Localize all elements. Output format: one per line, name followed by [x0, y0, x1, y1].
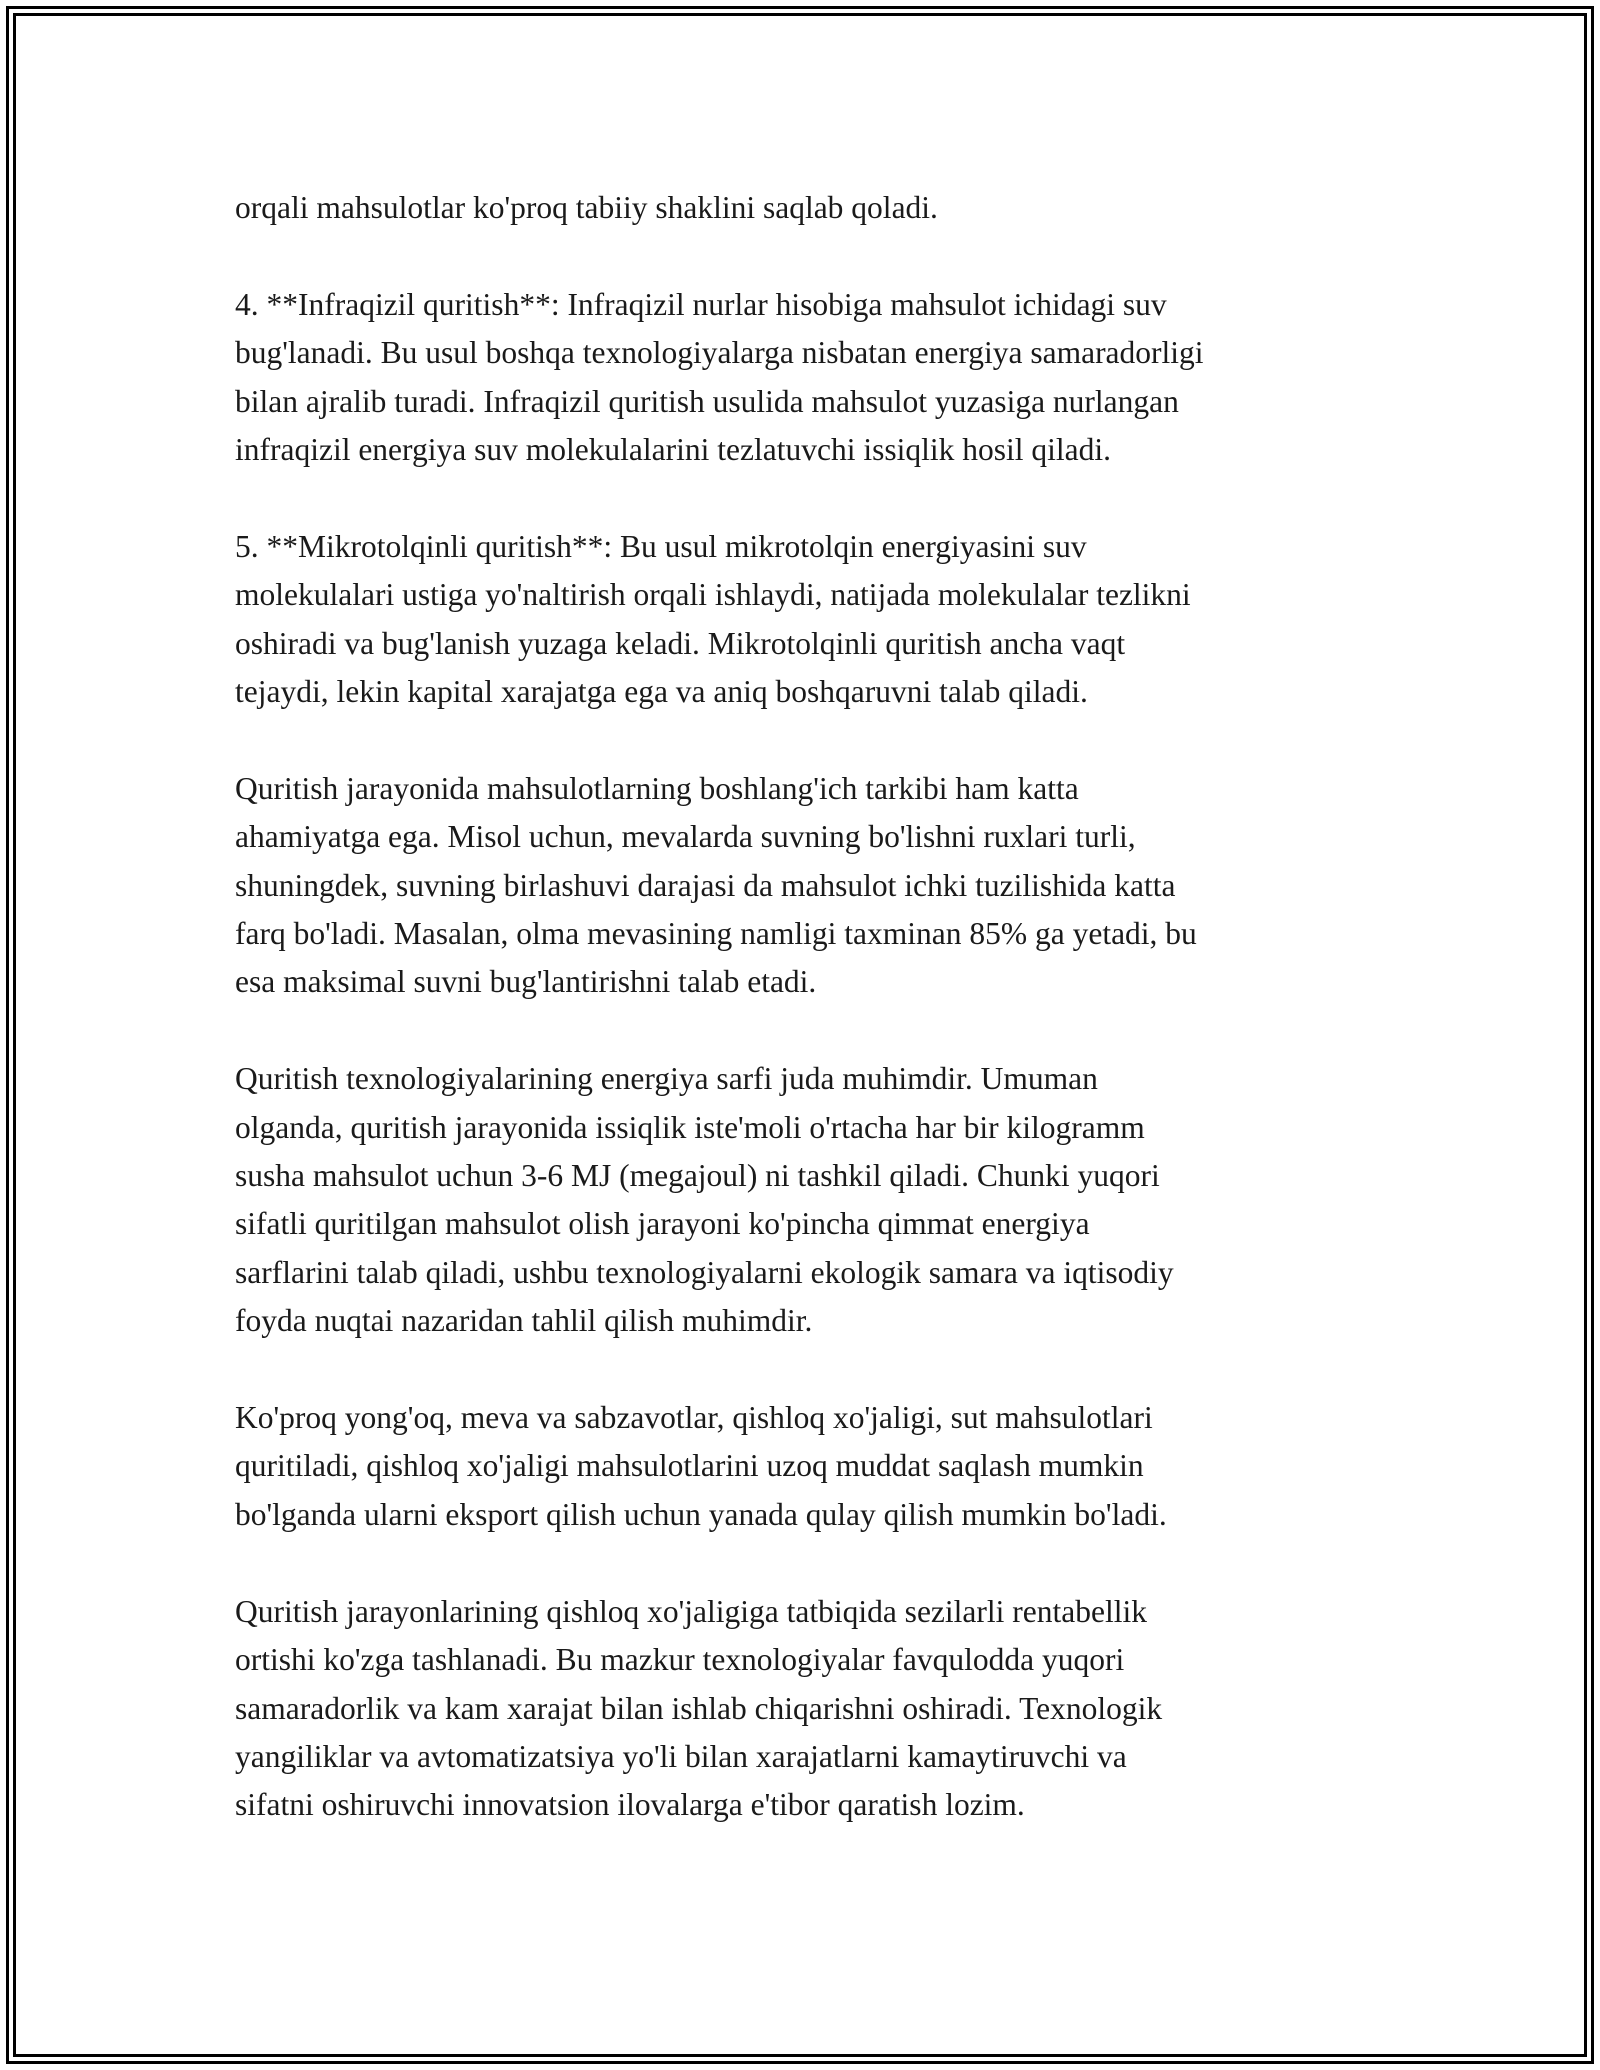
text-line: shuningdek, suvning birlashuvi darajasi da mahsulot ichki tuzilishida katta	[235, 867, 1176, 903]
text-line: yangiliklar va avtomatizatsiya yo'li bilan xarajatlarni kamaytiruvchi va	[235, 1738, 1127, 1774]
paragraph-1	[235, 184, 1385, 232]
text-line: foyda nuqtai nazaridan tahlil qilish muhimdir.	[235, 1303, 813, 1339]
text-line: quritiladi, qishloq xo'jaligi mahsulotlarini uzoq muddat saqlash mumkin	[235, 1448, 1144, 1484]
text-line: Quritish texnologiyalarining energiya sarfi juda muhimdir. Umuman	[235, 1061, 1098, 1097]
text-line: bilan ajralib turadi. Infraqizil quritish usulida mahsulot yuzasiga nurlangan	[235, 383, 1179, 419]
paragraph-dried-products	[235, 1394, 1385, 1539]
text-line: molekulalari ustiga yo'naltirish orqali ishlaydi, natijada molekulalar tezlikni	[235, 577, 1191, 613]
text-line: sifatni oshiruvchi innovatsion ilovalarga e'tibor qaratish lozim.	[235, 1787, 1025, 1823]
text-line: ortishi ko'zga tashlanadi. Bu mazkur texnologiyalar favqulodda yuqori	[235, 1642, 1125, 1678]
paragraph-profitability	[235, 1588, 1385, 1830]
text-line: Ko'proq yong'oq, meva va sabzavotlar, qishloq xo'jaligi, sut mahsulotlari	[235, 1400, 1153, 1436]
text-line: susha mahsulot uchun 3-6 MJ (megajoul) ni tashkil qiladi. Chunki yuqori	[235, 1158, 1160, 1194]
paragraph-microwave-drying	[235, 523, 1385, 717]
text-line: Quritish jarayonida mahsulotlarning boshlang'ich tarkibi ham katta	[235, 770, 1079, 806]
text-line: bug'lanadi. Bu usul boshqa texnologiyalarga nisbatan energiya samaradorligi	[235, 335, 1204, 371]
text-line: oshiradi va bug'lanish yuzaga keladi. Mikrotolqinli quritish ancha vaqt	[235, 625, 1126, 661]
text-line: olganda, quritish jarayonida issiqlik iste'moli o'rtacha har bir kilogramm	[235, 1109, 1145, 1145]
document-body	[235, 184, 1385, 1878]
paragraph-infrared-drying	[235, 281, 1385, 475]
text-line: infraqizil energiya suv molekulalarini tezlatuvchi issiqlik hosil qiladi.	[235, 432, 1111, 468]
text-line: sarflarini talab qiladi, ushbu texnologiyalarni ekologik samara va iqtisodiy	[235, 1254, 1174, 1290]
text-line: samaradorlik va kam xarajat bilan ishlab chiqarishni oshiradi. Texnologik	[235, 1690, 1163, 1726]
text-line: Quritish jarayonlarining qishloq xo'jaligiga tatbiqida sezilarli rentabellik	[235, 1593, 1147, 1629]
text-line: orqali mahsulotlar ko'proq tabiiy shaklini saqlab qoladi.	[235, 190, 938, 225]
paragraph-energy-consumption	[235, 1055, 1385, 1345]
text-line: sifatli quritilgan mahsulot olish jarayoni ko'pincha qimmat energiya	[235, 1206, 1090, 1242]
text-line: 5. **Mikrotolqinli quritish**: Bu usul mikrotolqin energiyasini suv	[235, 528, 1087, 564]
text-line: ahamiyatga ega. Misol uchun, mevalarda suvning bo'lishni ruxlari turli,	[235, 819, 1136, 855]
paragraph-initial-composition	[235, 765, 1385, 1007]
text-line: esa maksimal suvni bug'lantirishni talab etadi.	[235, 964, 817, 1000]
text-line: tejaydi, lekin kapital xarajatga ega va aniq boshqaruvni talab qiladi.	[235, 674, 1088, 710]
text-line: farq bo'ladi. Masalan, olma mevasining namligi taxminan 85% ga yetadi, bu	[235, 916, 1197, 952]
text-line: 4. **Infraqizil quritish**: Infraqizil nurlar hisobiga mahsulot ichidagi suv	[235, 286, 1167, 322]
text-line: bo'lganda ularni eksport qilish uchun yanada qulay qilish mumkin bo'ladi.	[235, 1496, 1167, 1532]
